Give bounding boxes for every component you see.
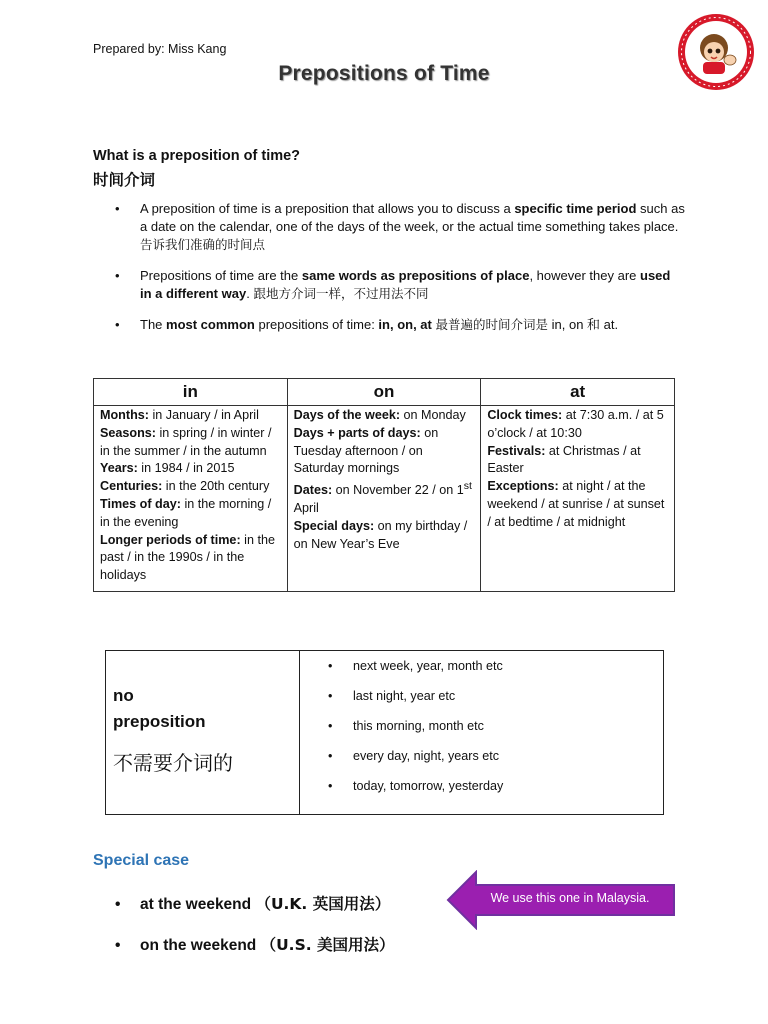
definition-bullets: [115, 200, 685, 347]
no-preposition-zh-label: 不需要介词的: [113, 751, 233, 775]
entry-label: Months:: [100, 408, 149, 422]
entry-text: on Tuesday afternoon / on Saturday mornings: [293, 425, 439, 476]
bullet-zh-text: 跟地方介词一样，不过用法不同: [253, 286, 429, 301]
bullet-item: [115, 267, 685, 303]
bullet-text: The: [140, 317, 167, 332]
entry-text: in the morning / in the evening: [100, 496, 272, 529]
entry-text: in the past / in the 1990s / in the holidays: [100, 532, 275, 583]
question-heading: What is a preposition of time?: [93, 148, 301, 164]
list-item: • last night, year etc: [328, 689, 503, 719]
entry-label: Days of the week:: [293, 408, 401, 422]
no-preposition-box: [105, 650, 664, 815]
table-entry: [100, 478, 281, 496]
table-entry: [294, 478, 475, 518]
page-title: Prepositions of Time: [278, 62, 490, 85]
bullet-dot: •: [115, 896, 121, 913]
no-preposition-label: [113, 683, 206, 735]
special-case-zh: （U.S. 美国用法）: [260, 936, 395, 954]
special-case-en: at the weekend: [140, 896, 252, 913]
entry-text: at 7:30 a.m. / at 5 o’clock / at 10:30: [487, 408, 664, 440]
table-entry: [100, 496, 281, 532]
table-entry: [487, 478, 668, 531]
column-header-at: at: [481, 379, 675, 406]
prepared-by: Prepared by: Miss Kang: [93, 42, 227, 56]
list-item: • next week, year, month etc: [328, 659, 503, 689]
special-case-heading: Special case: [93, 852, 190, 869]
entry-label: Dates:: [293, 483, 333, 498]
bullet-text: , however they are: [529, 268, 640, 283]
bullet-bold-text: specific time period: [514, 201, 637, 216]
bullet-dot: •: [115, 937, 121, 954]
column-header-in: in: [94, 379, 288, 406]
table-entry: [487, 407, 668, 443]
special-case-zh: （U.K. 英国用法）: [255, 895, 391, 913]
table-entry: [294, 407, 475, 425]
table-entry: [100, 425, 281, 461]
no-preposition-list: [328, 659, 503, 809]
no-preposition-label-line: preposition: [113, 712, 206, 731]
entry-text: April: [293, 501, 319, 516]
table-entry: [100, 532, 281, 585]
bullet-bold-text: same words as prepositions of place: [301, 268, 530, 283]
list-item: • this morning, month etc: [328, 719, 503, 749]
entry-text: on Monday: [400, 408, 466, 422]
entry-superscript: st: [463, 480, 472, 493]
entry-label: Exceptions:: [487, 479, 559, 494]
entry-label: Seasons:: [100, 425, 156, 440]
special-case-en: on the weekend: [140, 937, 257, 954]
entry-text: in spring / in winter / in the summer / in the autumn: [100, 425, 272, 458]
table-entry: [100, 460, 281, 478]
bullet-text: prepositions of time:: [254, 317, 379, 332]
entry-label: Longer periods of time:: [100, 532, 241, 547]
bullet-zh-text: 最普遍的时间介词是: [435, 317, 549, 332]
entry-label: Festivals:: [487, 443, 546, 458]
special-case-item: [115, 892, 390, 914]
entry-text: in the 20th century: [162, 479, 270, 494]
no-preposition-label-line: no: [113, 686, 134, 705]
bullet-text: in, on 和 at.: [548, 317, 619, 332]
bullet-bold-text: in, on, at: [378, 317, 432, 332]
no-preposition-label-cell: [106, 651, 300, 814]
entry-text: at Christmas / at Easter: [487, 443, 641, 476]
table-entry: [100, 407, 281, 425]
question-heading-zh: 时间介词: [93, 171, 156, 189]
table-entry: [294, 425, 475, 478]
bullet-bold-text: most common: [166, 317, 255, 332]
bullet-item: [115, 200, 685, 254]
column-in-cell: [94, 406, 288, 592]
entry-text: in 1984 / in 2015: [137, 461, 235, 476]
entry-label: Centuries:: [100, 479, 163, 494]
entry-label: Years:: [100, 461, 138, 476]
column-header-on: on: [287, 379, 481, 406]
column-at-cell: [481, 406, 675, 592]
bullet-text: A preposition of time is a preposition that allows you to discuss a: [140, 201, 515, 216]
bullet-text: Prepositions of time are the: [140, 268, 302, 283]
entry-text: on my birthday / on New Year’s Eve: [293, 518, 468, 551]
bullet-text: such as a date on the calendar, one of the days of the week, or the actual time something takes place.: [140, 201, 685, 234]
bullet-text: .: [246, 286, 254, 301]
entry-label: Days + parts of days:: [293, 425, 421, 440]
bullet-item: [115, 316, 685, 334]
entry-label: Times of day:: [100, 496, 181, 511]
mascot-logo-icon: [676, 12, 756, 92]
table-entry: [487, 443, 668, 479]
special-case-item: [115, 933, 395, 955]
list-item: • today, tomorrow, yesterday: [328, 779, 503, 809]
bullet-zh-text: 告诉我们准确的时间点: [140, 237, 266, 252]
prepositions-table: [93, 378, 675, 592]
entry-label: Clock times:: [487, 408, 563, 422]
entry-text: on November 22 / on 1: [332, 483, 464, 498]
bullet-bold-text: used in a different way: [140, 268, 671, 301]
entry-label: Special days:: [293, 518, 375, 533]
list-item: • every day, night, years etc: [328, 749, 503, 779]
column-on-cell: [287, 406, 481, 592]
entry-text: at night / at the weekend / at sunrise / at sunset / at bedtime / at midnight: [487, 479, 665, 529]
table-entry: [294, 518, 475, 554]
callout-text: We use this one in Malaysia.: [490, 891, 650, 905]
entry-text: in January / in April: [148, 408, 259, 422]
